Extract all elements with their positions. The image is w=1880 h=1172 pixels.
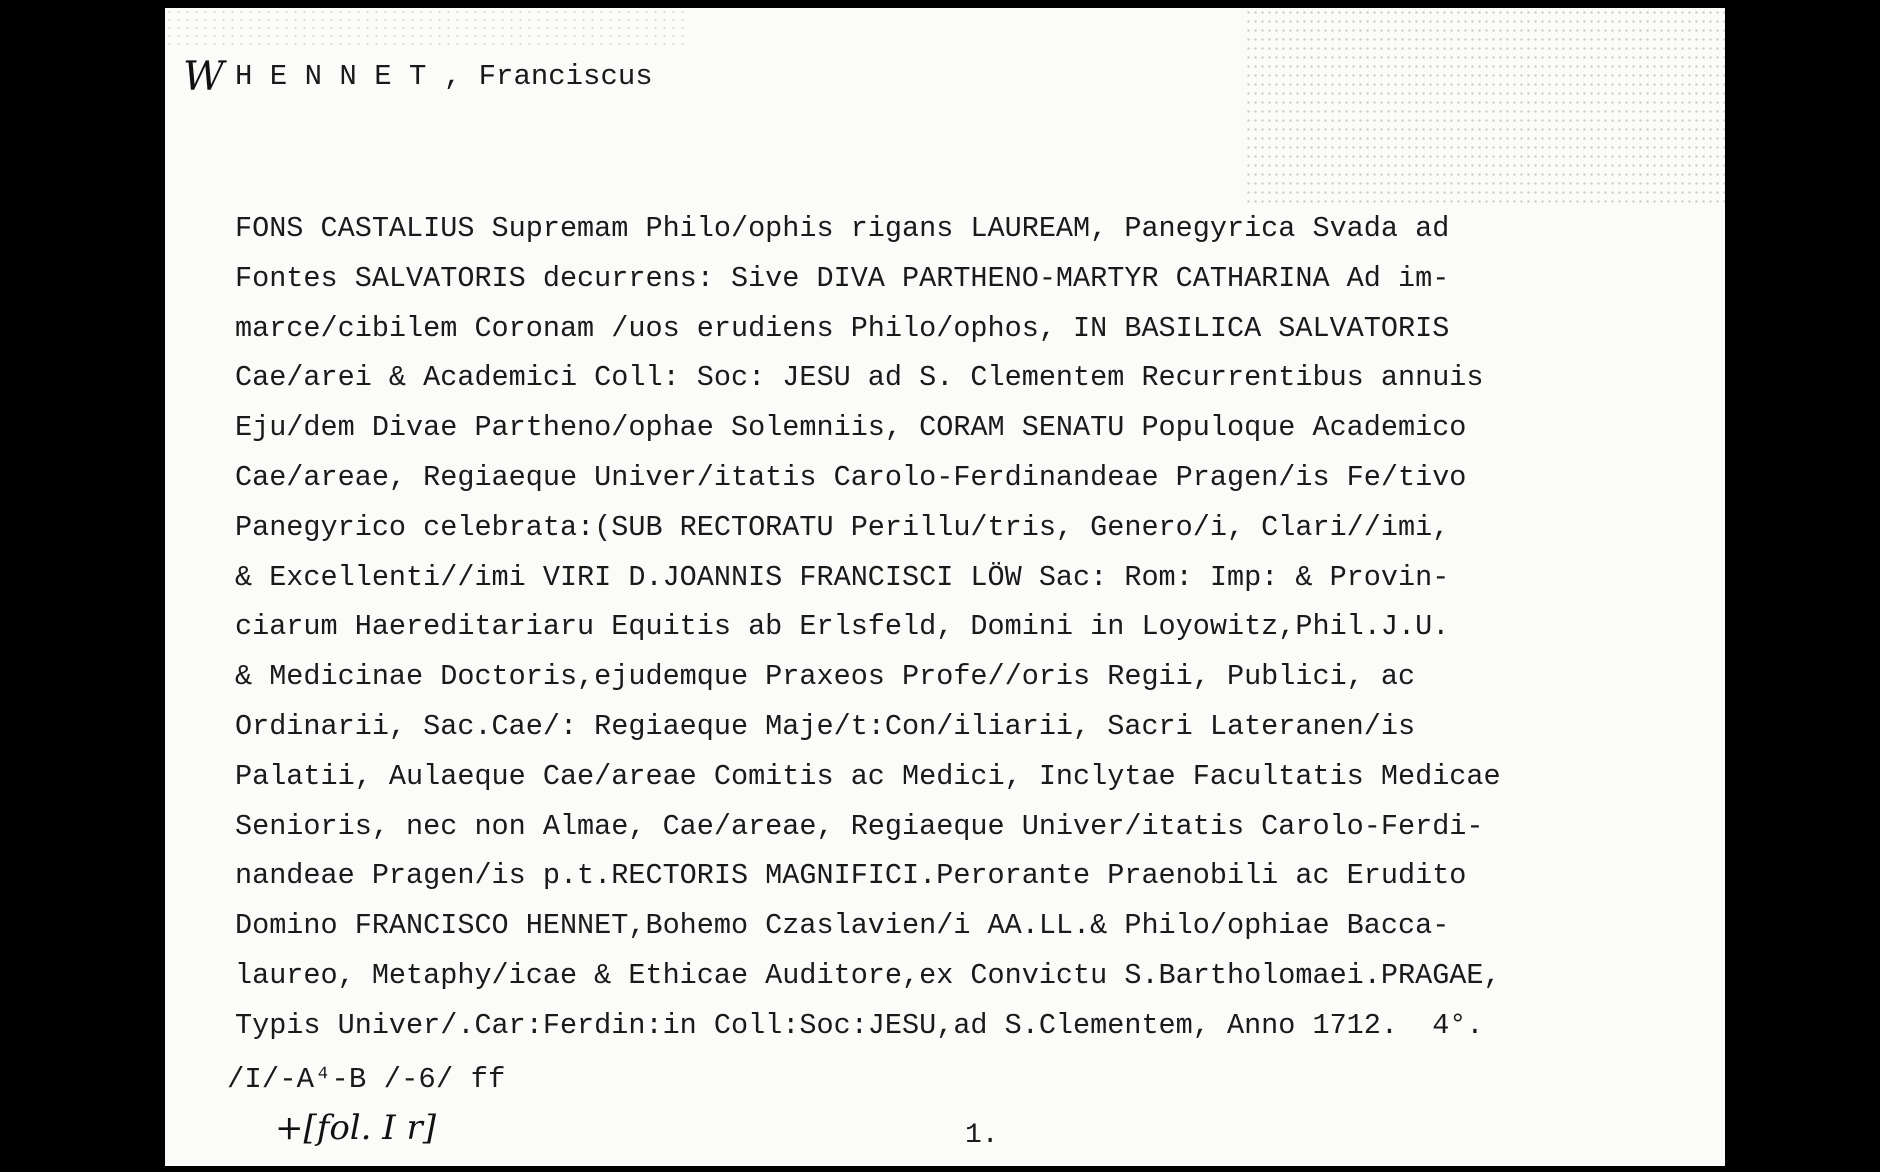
- description-line: & Medicinae Doctoris,ejudemque Praxeos Profe//oris Regii, Publici, ac: [235, 660, 1416, 694]
- description-line: marce/cibilem Coronam /uos erudiens Philo/ophos, IN BASILICA SALVATORIS: [235, 311, 1450, 345]
- description-line: Fontes SALVATORIS decurrens: Sive DIVA PARTHENO-MARTYR CATHARINA Ad im-: [235, 261, 1450, 295]
- description-line: Senioris, nec non Almae, Cae/areae, Regiaeque Univer/itatis Carolo-Ferdi-: [235, 809, 1484, 843]
- description-line: Typis Univer/.Car:Ferdin:in Coll:Soc:JESU,ad S.Clementem, Anno 1712. 4°.: [235, 1008, 1484, 1042]
- description-line: Cae/areae, Regiaeque Univer/itatis Carolo-Ferdinandeae Pragen/is Fe/tivo: [235, 460, 1467, 494]
- description-line: Domino FRANCISCO HENNET,Bohemo Czaslavien/i AA.LL.& Philo/ophiae Bacca-: [235, 909, 1450, 943]
- description-line: Panegyrico celebrata:(SUB RECTORATU Perillu/tris, Genero/i, Clari//imi,: [235, 510, 1450, 544]
- description-line: & Excellenti//imi VIRI D.JOANNIS FRANCISCI LÖW Sac: Rom: Imp: & Provin-: [235, 560, 1450, 594]
- scan-noise-top: [165, 8, 685, 48]
- description-line: Eju/dem Divae Partheno/ophae Solemniis, CORAM SENATU Populoque Academico: [235, 411, 1467, 445]
- title-description: [235, 204, 1715, 1051]
- page-number: 1.: [965, 1120, 999, 1151]
- handwritten-folio-note: +[fol. I r]: [275, 1108, 437, 1148]
- catalog-card: [165, 8, 1725, 1166]
- collation-line: /I/-A⁴-B /-6/ ff: [227, 1063, 506, 1096]
- author-heading: H E N N E T , Franciscus: [235, 60, 653, 93]
- description-line: Ordinarii, Sac.Cae/: Regiaeque Maje/t:Con/iliarii, Sacri Lateranen/is: [235, 709, 1416, 743]
- description-line: FONS CASTALIUS Supremam Philo/ophis rigans LAUREAM, Panegyrica Svada ad: [235, 212, 1450, 245]
- description-line: laureo, Metaphy/icae & Ethicae Auditore,ex Convictu S.Bartholomaei.PRAGAE,: [235, 958, 1501, 992]
- description-line: ciarum Haereditariaru Equitis ab Erlsfeld, Domini in Loyowitz,Phil.J.U.: [235, 610, 1450, 644]
- handwritten-mark: W: [183, 54, 225, 100]
- description-line: nandeae Pragen/is p.t.RECTORIS MAGNIFICI.Perorante Praenobili ac Erudito: [235, 859, 1467, 893]
- description-line: Cae/arei & Academici Coll: Soc: JESU ad S. Clementem Recurrentibus annuis: [235, 361, 1484, 395]
- description-line: Palatii, Aulaeque Cae/areae Comitis ac Medici, Inclytae Facultatis Medicae: [235, 759, 1501, 793]
- scan-noise: [1245, 8, 1725, 208]
